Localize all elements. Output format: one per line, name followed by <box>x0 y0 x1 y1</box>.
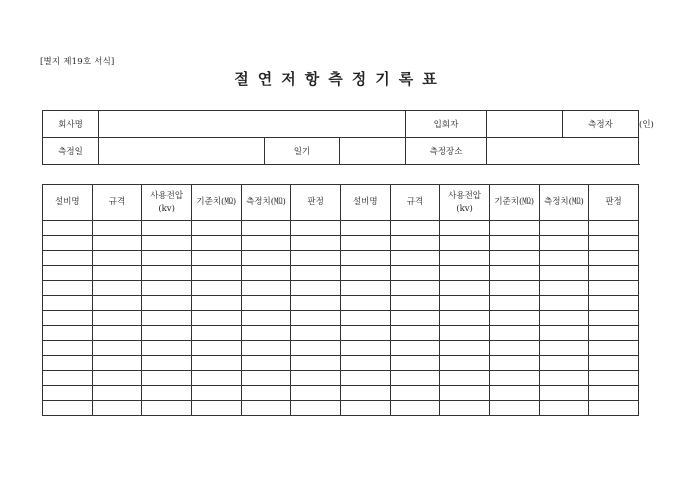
table-cell[interactable] <box>291 401 341 416</box>
table-cell[interactable] <box>43 251 93 266</box>
info-table <box>42 110 654 165</box>
table-cell[interactable] <box>440 236 490 251</box>
table-cell[interactable] <box>340 296 390 311</box>
table-cell[interactable] <box>191 221 241 236</box>
date-label: 측정일 <box>43 138 99 165</box>
table-cell[interactable] <box>390 251 440 266</box>
date-field[interactable] <box>99 138 265 165</box>
table-cell[interactable] <box>191 266 241 281</box>
table-cell[interactable] <box>440 326 490 341</box>
table-cell[interactable] <box>191 296 241 311</box>
table-cell[interactable] <box>291 281 341 296</box>
table-cell[interactable] <box>43 401 93 416</box>
column-header: 사용전압 (kv) <box>440 185 490 221</box>
table-cell[interactable] <box>390 236 440 251</box>
table-cell[interactable] <box>241 356 291 371</box>
table-cell[interactable] <box>539 371 589 386</box>
table-cell[interactable] <box>340 326 390 341</box>
table-cell[interactable] <box>390 401 440 416</box>
weather-label: 일기 <box>265 138 340 165</box>
table-cell[interactable] <box>142 326 192 341</box>
column-header: 측정치(㏁) <box>539 185 589 221</box>
table-cell[interactable] <box>489 311 539 326</box>
company-label: 회사명 <box>43 111 99 138</box>
table-cell[interactable] <box>142 221 192 236</box>
table-cell[interactable] <box>440 251 490 266</box>
table-cell[interactable] <box>92 236 142 251</box>
table-cell[interactable] <box>92 296 142 311</box>
table-cell[interactable] <box>142 356 192 371</box>
table-cell[interactable] <box>241 296 291 311</box>
table-cell[interactable] <box>340 221 390 236</box>
table-cell[interactable] <box>241 251 291 266</box>
column-header: 사용전압 (kv) <box>142 185 192 221</box>
table-cell[interactable] <box>539 266 589 281</box>
table-cell[interactable] <box>489 371 539 386</box>
seal-mark: (인) <box>639 120 654 130</box>
table-row <box>43 281 639 296</box>
table-cell[interactable] <box>241 236 291 251</box>
table-row <box>43 311 639 326</box>
table-cell[interactable] <box>489 341 539 356</box>
table-cell[interactable] <box>291 371 341 386</box>
column-header: 설비명 <box>340 185 390 221</box>
table-cell[interactable] <box>291 251 341 266</box>
table-cell[interactable] <box>539 386 589 401</box>
table-cell[interactable] <box>589 221 639 236</box>
table-cell[interactable] <box>142 266 192 281</box>
table-cell[interactable] <box>191 371 241 386</box>
table-cell[interactable] <box>489 386 539 401</box>
table-cell[interactable] <box>340 266 390 281</box>
table-cell[interactable] <box>440 221 490 236</box>
table-cell[interactable] <box>142 371 192 386</box>
table-cell[interactable] <box>191 401 241 416</box>
table-cell[interactable] <box>191 341 241 356</box>
table-cell[interactable] <box>43 311 93 326</box>
table-cell[interactable] <box>489 236 539 251</box>
place-label: 측정장소 <box>406 138 487 165</box>
table-cell[interactable] <box>589 266 639 281</box>
table-cell[interactable] <box>589 386 639 401</box>
table-cell[interactable] <box>43 236 93 251</box>
table-cell[interactable] <box>142 401 192 416</box>
table-cell[interactable] <box>539 326 589 341</box>
table-cell[interactable] <box>390 296 440 311</box>
table-cell[interactable] <box>589 251 639 266</box>
table-cell[interactable] <box>92 266 142 281</box>
witness-field[interactable] <box>487 111 563 138</box>
table-cell[interactable] <box>92 386 142 401</box>
table-cell[interactable] <box>440 311 490 326</box>
table-cell[interactable] <box>539 236 589 251</box>
table-cell[interactable] <box>291 386 341 401</box>
table-cell[interactable] <box>340 311 390 326</box>
column-header: 규격 <box>390 185 440 221</box>
table-cell[interactable] <box>440 356 490 371</box>
table-cell[interactable] <box>589 281 639 296</box>
table-cell[interactable] <box>92 311 142 326</box>
table-cell[interactable] <box>390 371 440 386</box>
table-cell[interactable] <box>440 371 490 386</box>
table-cell[interactable] <box>340 236 390 251</box>
table-row <box>43 326 639 341</box>
table-cell[interactable] <box>390 311 440 326</box>
table-cell[interactable] <box>489 356 539 371</box>
table-cell[interactable] <box>142 251 192 266</box>
table-cell[interactable] <box>539 356 589 371</box>
document-title: 절연저항측정기록표 <box>234 70 446 88</box>
table-cell[interactable] <box>340 341 390 356</box>
table-cell[interactable] <box>539 341 589 356</box>
weather-field[interactable] <box>340 138 406 165</box>
table-cell[interactable] <box>43 341 93 356</box>
table-cell[interactable] <box>43 281 93 296</box>
table-cell[interactable] <box>191 356 241 371</box>
table-cell[interactable] <box>241 386 291 401</box>
form-number-label: [별지 제19호 서식] <box>40 57 115 67</box>
table-cell[interactable] <box>390 266 440 281</box>
table-cell[interactable] <box>291 221 341 236</box>
table-cell[interactable] <box>291 356 341 371</box>
table-cell[interactable] <box>191 386 241 401</box>
table-cell[interactable] <box>291 236 341 251</box>
table-cell[interactable] <box>191 281 241 296</box>
table-cell[interactable] <box>440 401 490 416</box>
table-cell[interactable] <box>340 401 390 416</box>
table-cell[interactable] <box>241 401 291 416</box>
table-cell[interactable] <box>43 356 93 371</box>
table-cell[interactable] <box>340 251 390 266</box>
table-cell[interactable] <box>241 311 291 326</box>
table-cell[interactable] <box>142 236 192 251</box>
table-row <box>43 386 639 401</box>
table-cell[interactable] <box>539 251 589 266</box>
table-cell[interactable] <box>440 341 490 356</box>
table-cell[interactable] <box>340 356 390 371</box>
table-cell[interactable] <box>291 296 341 311</box>
table-cell[interactable] <box>539 281 589 296</box>
table-cell[interactable] <box>92 251 142 266</box>
table-cell[interactable] <box>241 221 291 236</box>
table-cell[interactable] <box>390 341 440 356</box>
table-cell[interactable] <box>43 386 93 401</box>
column-header: 판정 <box>291 185 341 221</box>
column-header: 측정치(㏁) <box>241 185 291 221</box>
column-header: 기준치(㏁) <box>489 185 539 221</box>
table-cell[interactable] <box>191 251 241 266</box>
table-cell[interactable] <box>390 356 440 371</box>
table-cell[interactable] <box>440 386 490 401</box>
table-cell[interactable] <box>191 311 241 326</box>
table-cell[interactable] <box>390 326 440 341</box>
table-cell[interactable] <box>589 356 639 371</box>
table-cell[interactable] <box>142 281 192 296</box>
table-cell[interactable] <box>489 251 539 266</box>
column-header: 판정 <box>589 185 639 221</box>
measurement-table <box>42 184 639 416</box>
table-cell[interactable] <box>489 266 539 281</box>
table-cell[interactable] <box>589 326 639 341</box>
table-cell[interactable] <box>440 281 490 296</box>
table-cell[interactable] <box>489 326 539 341</box>
table-cell[interactable] <box>142 296 192 311</box>
table-cell[interactable] <box>92 281 142 296</box>
table-row <box>43 371 639 386</box>
table-cell[interactable] <box>142 311 192 326</box>
company-field[interactable] <box>99 111 406 138</box>
table-cell[interactable] <box>539 401 589 416</box>
table-cell[interactable] <box>340 281 390 296</box>
table-cell[interactable] <box>92 401 142 416</box>
table-cell[interactable] <box>241 266 291 281</box>
table-cell[interactable] <box>589 296 639 311</box>
table-cell[interactable] <box>539 221 589 236</box>
table-cell[interactable] <box>43 326 93 341</box>
table-cell[interactable] <box>340 371 390 386</box>
witness-label: 입회자 <box>406 111 487 138</box>
table-cell[interactable] <box>489 401 539 416</box>
table-cell[interactable] <box>489 281 539 296</box>
table-row <box>43 296 639 311</box>
table-cell[interactable] <box>92 341 142 356</box>
place-field[interactable] <box>487 138 639 165</box>
column-header: 설비명 <box>43 185 93 221</box>
table-cell[interactable] <box>489 296 539 311</box>
table-cell[interactable] <box>390 281 440 296</box>
table-cell[interactable] <box>241 371 291 386</box>
table-cell[interactable] <box>92 371 142 386</box>
table-cell[interactable] <box>241 341 291 356</box>
table-cell[interactable] <box>589 311 639 326</box>
table-cell[interactable] <box>390 221 440 236</box>
table-row <box>43 236 639 251</box>
table-header-row <box>43 185 639 221</box>
column-header: 기준치(㏁) <box>191 185 241 221</box>
table-cell[interactable] <box>43 266 93 281</box>
table-row <box>43 401 639 416</box>
table-cell[interactable] <box>241 281 291 296</box>
table-cell[interactable] <box>43 221 93 236</box>
table-cell[interactable] <box>489 221 539 236</box>
table-cell[interactable] <box>589 236 639 251</box>
table-row <box>43 251 639 266</box>
table-cell[interactable] <box>291 326 341 341</box>
table-cell[interactable] <box>191 326 241 341</box>
table-cell[interactable] <box>291 311 341 326</box>
table-row <box>43 341 639 356</box>
table-cell[interactable] <box>589 371 639 386</box>
table-cell[interactable] <box>92 221 142 236</box>
table-row <box>43 356 639 371</box>
table-cell[interactable] <box>241 326 291 341</box>
table-cell[interactable] <box>539 296 589 311</box>
measurer-label: 측정자 <box>563 111 639 138</box>
table-cell[interactable] <box>291 341 341 356</box>
table-cell[interactable] <box>340 386 390 401</box>
table-cell[interactable] <box>92 356 142 371</box>
table-cell[interactable] <box>43 371 93 386</box>
table-cell[interactable] <box>539 311 589 326</box>
table-cell[interactable] <box>589 401 639 416</box>
column-header: 규격 <box>92 185 142 221</box>
table-cell[interactable] <box>440 266 490 281</box>
table-cell[interactable] <box>390 386 440 401</box>
table-cell[interactable] <box>142 386 192 401</box>
table-cell[interactable] <box>142 341 192 356</box>
table-cell[interactable] <box>191 236 241 251</box>
table-cell[interactable] <box>291 266 341 281</box>
table-row <box>43 266 639 281</box>
table-row <box>43 221 639 236</box>
table-cell[interactable] <box>92 326 142 341</box>
table-cell[interactable] <box>440 296 490 311</box>
table-cell[interactable] <box>589 341 639 356</box>
table-cell[interactable] <box>43 296 93 311</box>
